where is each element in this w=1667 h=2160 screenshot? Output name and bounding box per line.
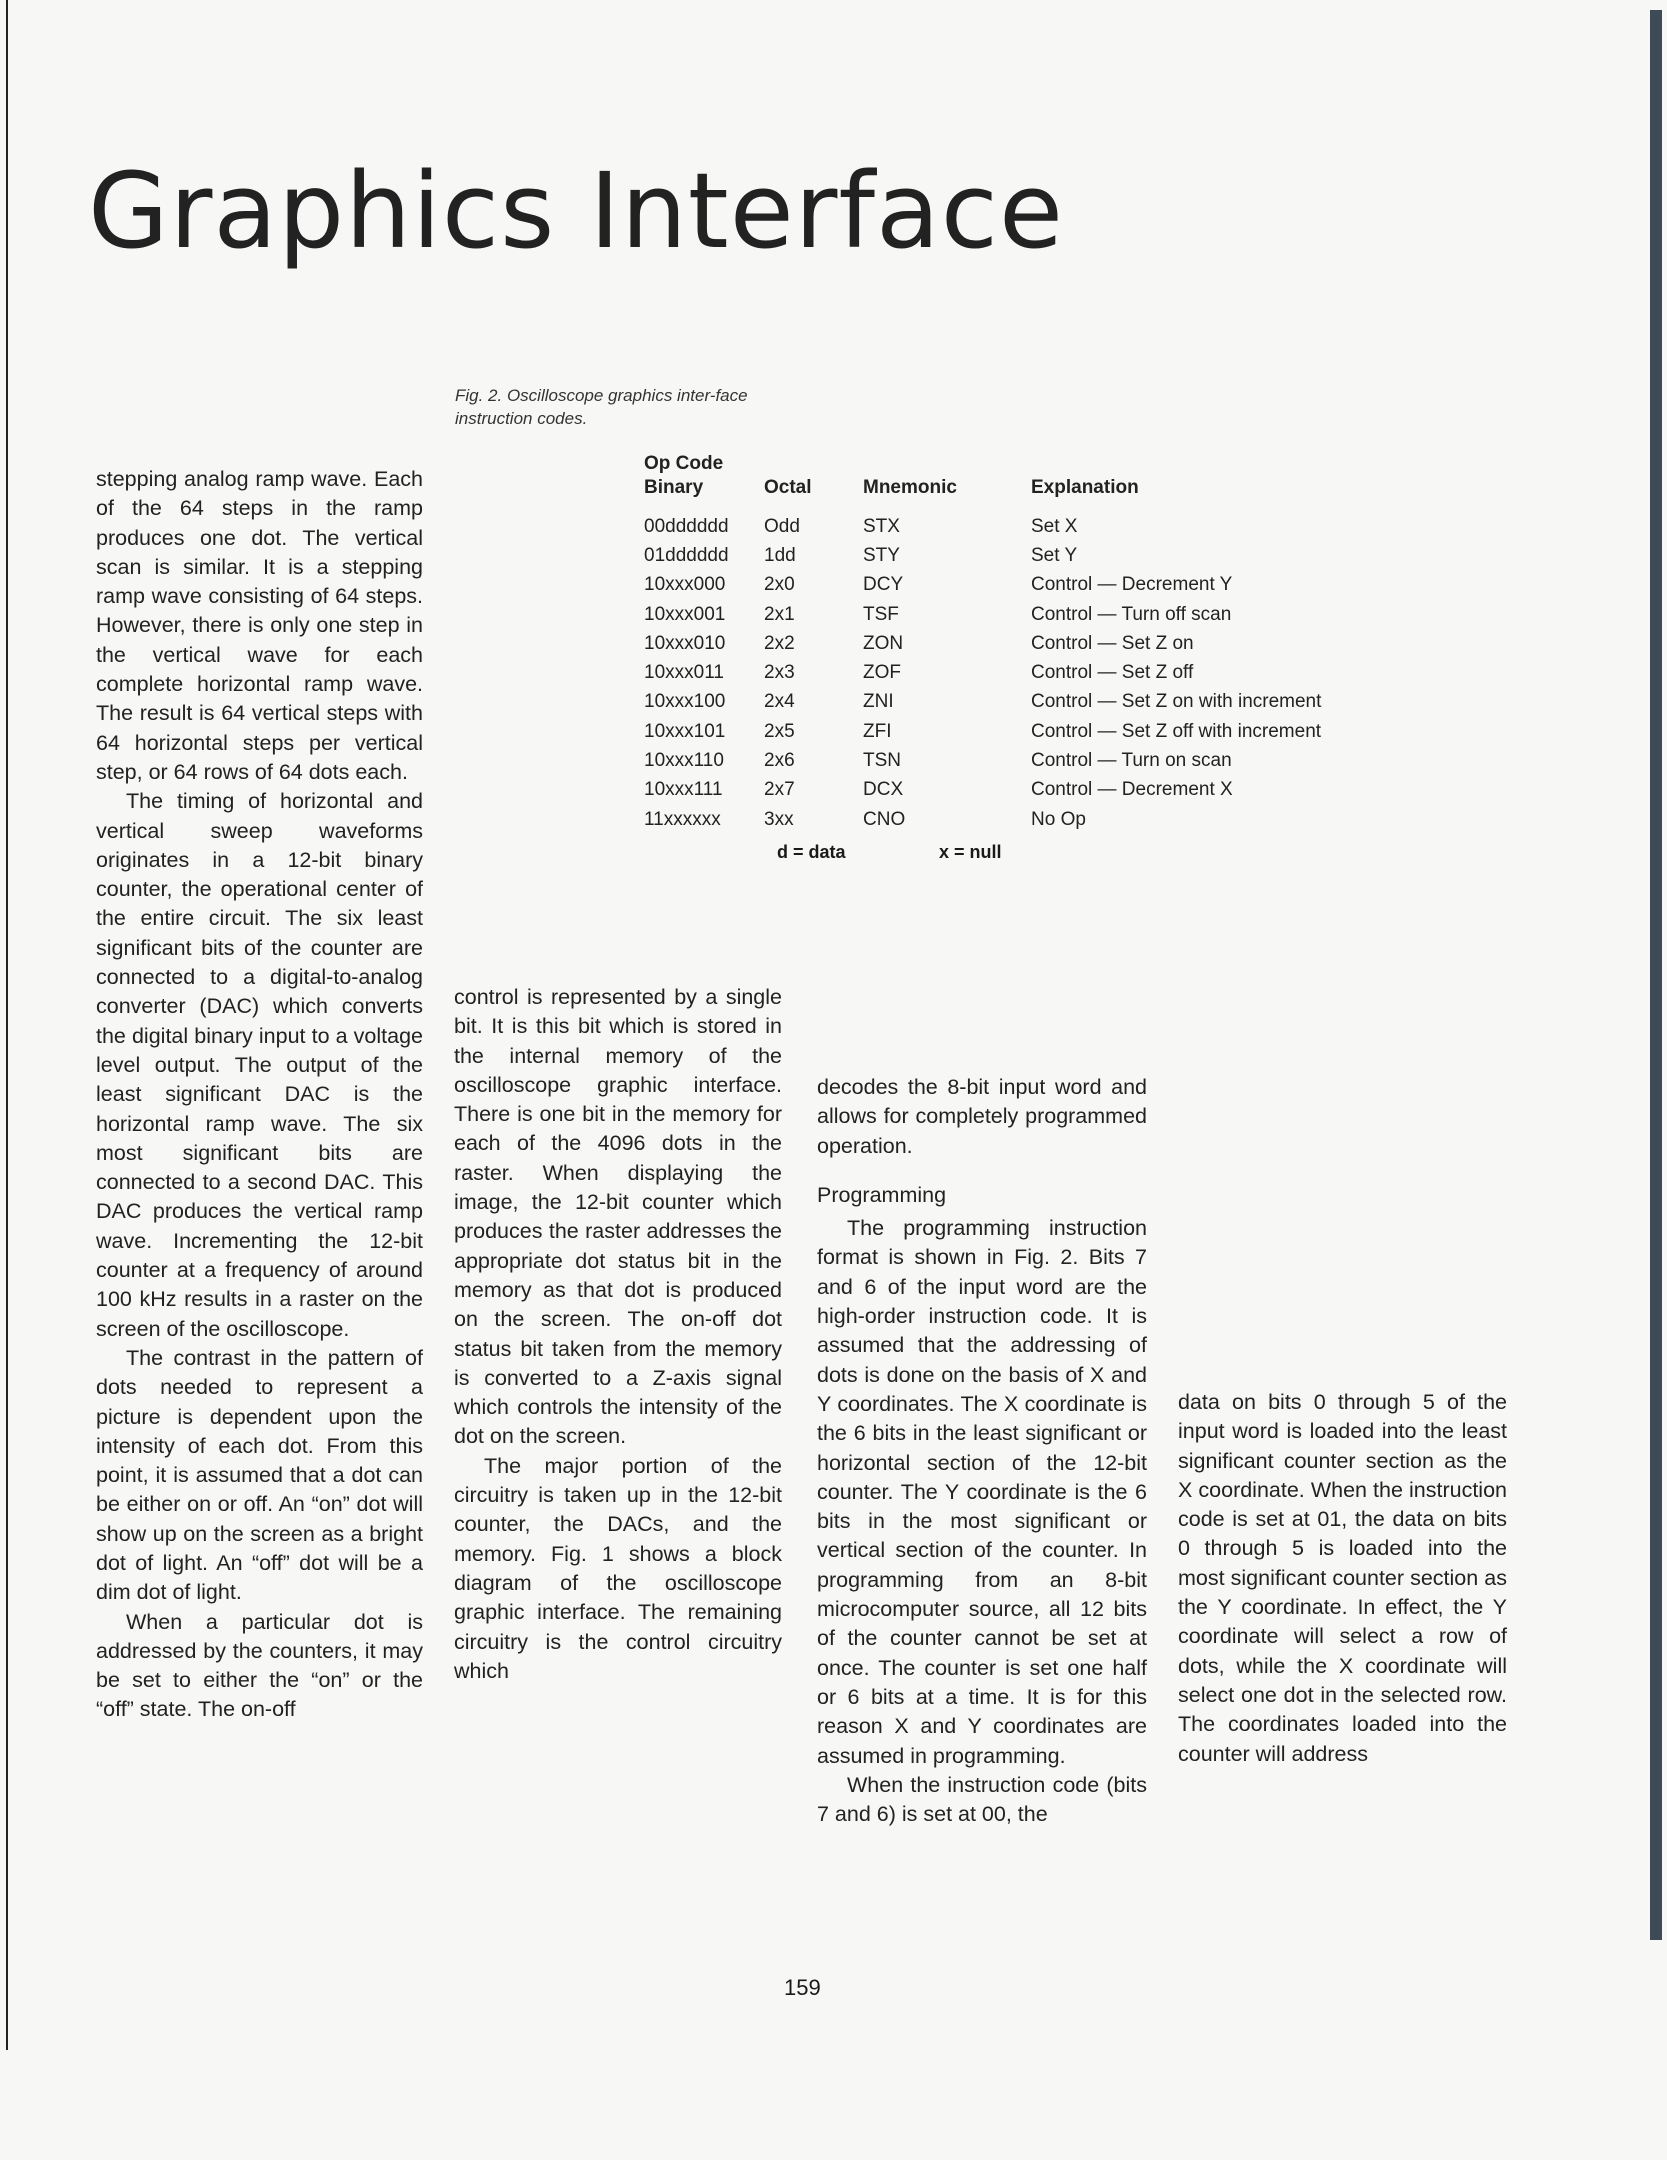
paragraph: The programming instruction format is shown in Fig. 2. Bits 7 and 6 of the input word are the high-order instruction code. It is assumed that the addressing of dots is done on the basis of X and Y coordinates. The X coordinate is the 6 bits in the least significant or horizontal section of the 12-bit counter. The Y coordinate is the 6 bits in the most significant or vertical section of the counter. In programming from an 8-bit microcomputer source, all 12 bits of the counter cannot be set at once. The counter is set one half or 6 bits at a time. It is for this reason X and Y coordinates are assumed in programming. <box>817 1216 1147 1768</box>
text-column-4 <box>1178 1388 1507 1769</box>
section-heading-programming: Programming <box>817 1182 947 1207</box>
legend-data: d = data <box>777 842 846 862</box>
cell-octal: 1dd <box>764 544 796 566</box>
cell-mnemonic: DCY <box>863 574 904 596</box>
table-body <box>640 512 1321 834</box>
cell-binary: 10xxx110 <box>644 750 724 772</box>
cell-explanation: No Op <box>1031 808 1086 830</box>
table-row <box>640 600 1321 629</box>
table-row <box>640 658 1321 687</box>
cell-mnemonic: DCX <box>863 779 904 801</box>
binding-edge-right <box>1650 10 1662 1940</box>
paragraph: data on bits 0 through 5 of the input word is loaded into the least significant counter section as the X coordinate. When the instruction code is set at 01, the data on bits 0 through 5 is loaded into the most significant counter section as the Y coordinate. In effect, the Y coordinate will select a row of dots, while the X coordinate will select one dot in the selected row. The coordinates loaded into the counter will address <box>1178 1390 1507 1766</box>
cell-explanation: Set X <box>1031 515 1078 537</box>
table-row <box>640 805 1321 834</box>
cell-mnemonic: ZFI <box>863 720 892 742</box>
table-row <box>640 717 1321 746</box>
paragraph: control is represented by a single bit. It is this bit which is stored in the internal memory of the oscilloscope graphic interface. There is one bit in the memory for each of the 4096 dots in the raster. When displaying the image, the 12-bit counter which produces the raster addresses the appropriate dot status bit in the memory as that dot is produced on the screen. The on-off dot status bit taken from the memory is converted to a Z-axis signal which controls the intensity of the dot on the screen. <box>454 985 782 1449</box>
paragraph: The major portion of the circuitry is taken up in the 12-bit counter, the DACs, and the memory. Fig. 1 shows a block diagram of the oscilloscope graphic interface. The remaining circuitry is the control circuitry which <box>454 1453 782 1683</box>
header-explanation: Explanation <box>1031 477 1139 498</box>
cell-mnemonic: ZNI <box>863 691 894 713</box>
cell-octal: 2x4 <box>764 691 795 713</box>
cell-octal: 3xx <box>764 808 794 830</box>
text-column-2 <box>454 983 782 1686</box>
cell-octal: 2x0 <box>764 574 795 596</box>
cell-explanation: Control — Turn on scan <box>1031 750 1232 772</box>
page-title: Graphics Interface <box>88 150 1064 272</box>
table-row <box>640 512 1321 541</box>
paragraph: The timing of horizontal and vertical sweep waveforms originates in a 12-bit binary counter, the operational center of the entire circuit. The six least significant bits of the counter are connected to a digital-to-analog converter (DAC) which converts the digital binary input to a voltage level output. The output of the least significant DAC is the horizontal ramp wave. The six most significant bits are connected to a second DAC. This DAC produces the vertical ramp wave. Incrementing the 12-bit counter at a frequency of around 100 kHz results in a raster on the screen of the oscilloscope. <box>96 789 423 1341</box>
cell-mnemonic: CNO <box>863 808 906 830</box>
table-row <box>640 629 1321 658</box>
text-column-3 <box>817 1073 1147 1829</box>
cell-mnemonic: STY <box>863 544 900 566</box>
header-mnemonic: Mnemonic <box>863 477 957 498</box>
table-header-row <box>640 452 1321 512</box>
paragraph: When a particular dot is addressed by the counters, it may be set to either the “on” or the “off” state. The on-off <box>96 1609 423 1722</box>
table-row <box>640 571 1321 600</box>
text-column-1 <box>96 465 423 1725</box>
table-row <box>640 688 1321 717</box>
cell-octal: 2x3 <box>764 662 795 684</box>
cell-explanation: Control — Set Z on with increment <box>1031 691 1322 713</box>
cell-mnemonic: TSF <box>863 603 899 625</box>
cell-binary: 10xxx111 <box>644 779 723 801</box>
cell-binary: 01dddddd <box>644 544 729 566</box>
paragraph: The contrast in the pattern of dots needed to represent a picture is dependent upon the intensity of each dot. From this point, it is assumed that a dot can be either on or off. An “on” dot will show up on the screen as a bright dot of light. An “off” dot will be a dim dot of light. <box>96 1345 423 1605</box>
table-row <box>640 746 1321 775</box>
header-octal: Octal <box>764 477 812 498</box>
cell-mnemonic: STX <box>863 515 900 537</box>
cell-mnemonic: ZON <box>863 632 904 654</box>
cell-octal: 2x5 <box>764 720 795 742</box>
cell-explanation: Control — Turn off scan <box>1031 603 1232 625</box>
cell-binary: 00dddddd <box>644 515 729 537</box>
cell-octal: 2x2 <box>764 632 795 654</box>
paragraph: When the instruction code (bits 7 and 6) is set at 00, the <box>817 1772 1147 1827</box>
paragraph: stepping analog ramp wave. Each of the 64 steps in the ramp produces one dot. The vertical scan is similar. It is a stepping ramp wave consisting of 64 steps. However, there is only one step in the vertical wave for each complete horizontal ramp wave. The result is 64 vertical steps with 64 horizontal steps per vertical step, or 64 rows of 64 dots each. <box>96 467 423 784</box>
cell-explanation: Control — Set Z off with increment <box>1031 720 1322 742</box>
page-edge-left <box>6 0 8 2050</box>
header-binary: Op Code Binary <box>644 453 724 498</box>
legend-null: x = null <box>939 842 1002 862</box>
cell-binary: 10xxx001 <box>644 603 726 625</box>
cell-mnemonic: TSN <box>863 750 901 772</box>
cell-binary: 10xxx010 <box>644 632 726 654</box>
cell-binary: 10xxx100 <box>644 691 726 713</box>
cell-octal: Odd <box>764 515 800 537</box>
cell-binary: 10xxx000 <box>644 574 726 596</box>
cell-binary: 11xxxxxx <box>644 808 721 830</box>
cell-binary: 10xxx101 <box>644 720 726 742</box>
figure-caption: Fig. 2. Oscilloscope graphics inter-face instruction codes. <box>455 386 748 428</box>
cell-explanation: Control — Set Z off <box>1031 662 1194 684</box>
cell-explanation: Control — Decrement Y <box>1031 574 1233 596</box>
paragraph: decodes the 8-bit input word and allows for completely programmed operation. <box>817 1075 1147 1158</box>
cell-octal: 2x7 <box>764 779 795 801</box>
page-number: 159 <box>784 1975 821 2000</box>
table-row <box>640 776 1321 805</box>
cell-mnemonic: ZOF <box>863 662 901 684</box>
cell-explanation: Set Y <box>1031 544 1078 566</box>
cell-explanation: Control — Set Z on <box>1031 632 1194 654</box>
cell-explanation: Control — Decrement X <box>1031 779 1233 801</box>
cell-octal: 2x6 <box>764 750 795 772</box>
cell-binary: 10xxx011 <box>644 662 724 684</box>
cell-octal: 2x1 <box>764 603 795 625</box>
instruction-code-table <box>640 452 1321 834</box>
table-legend <box>777 842 1002 863</box>
table-row <box>640 541 1321 570</box>
